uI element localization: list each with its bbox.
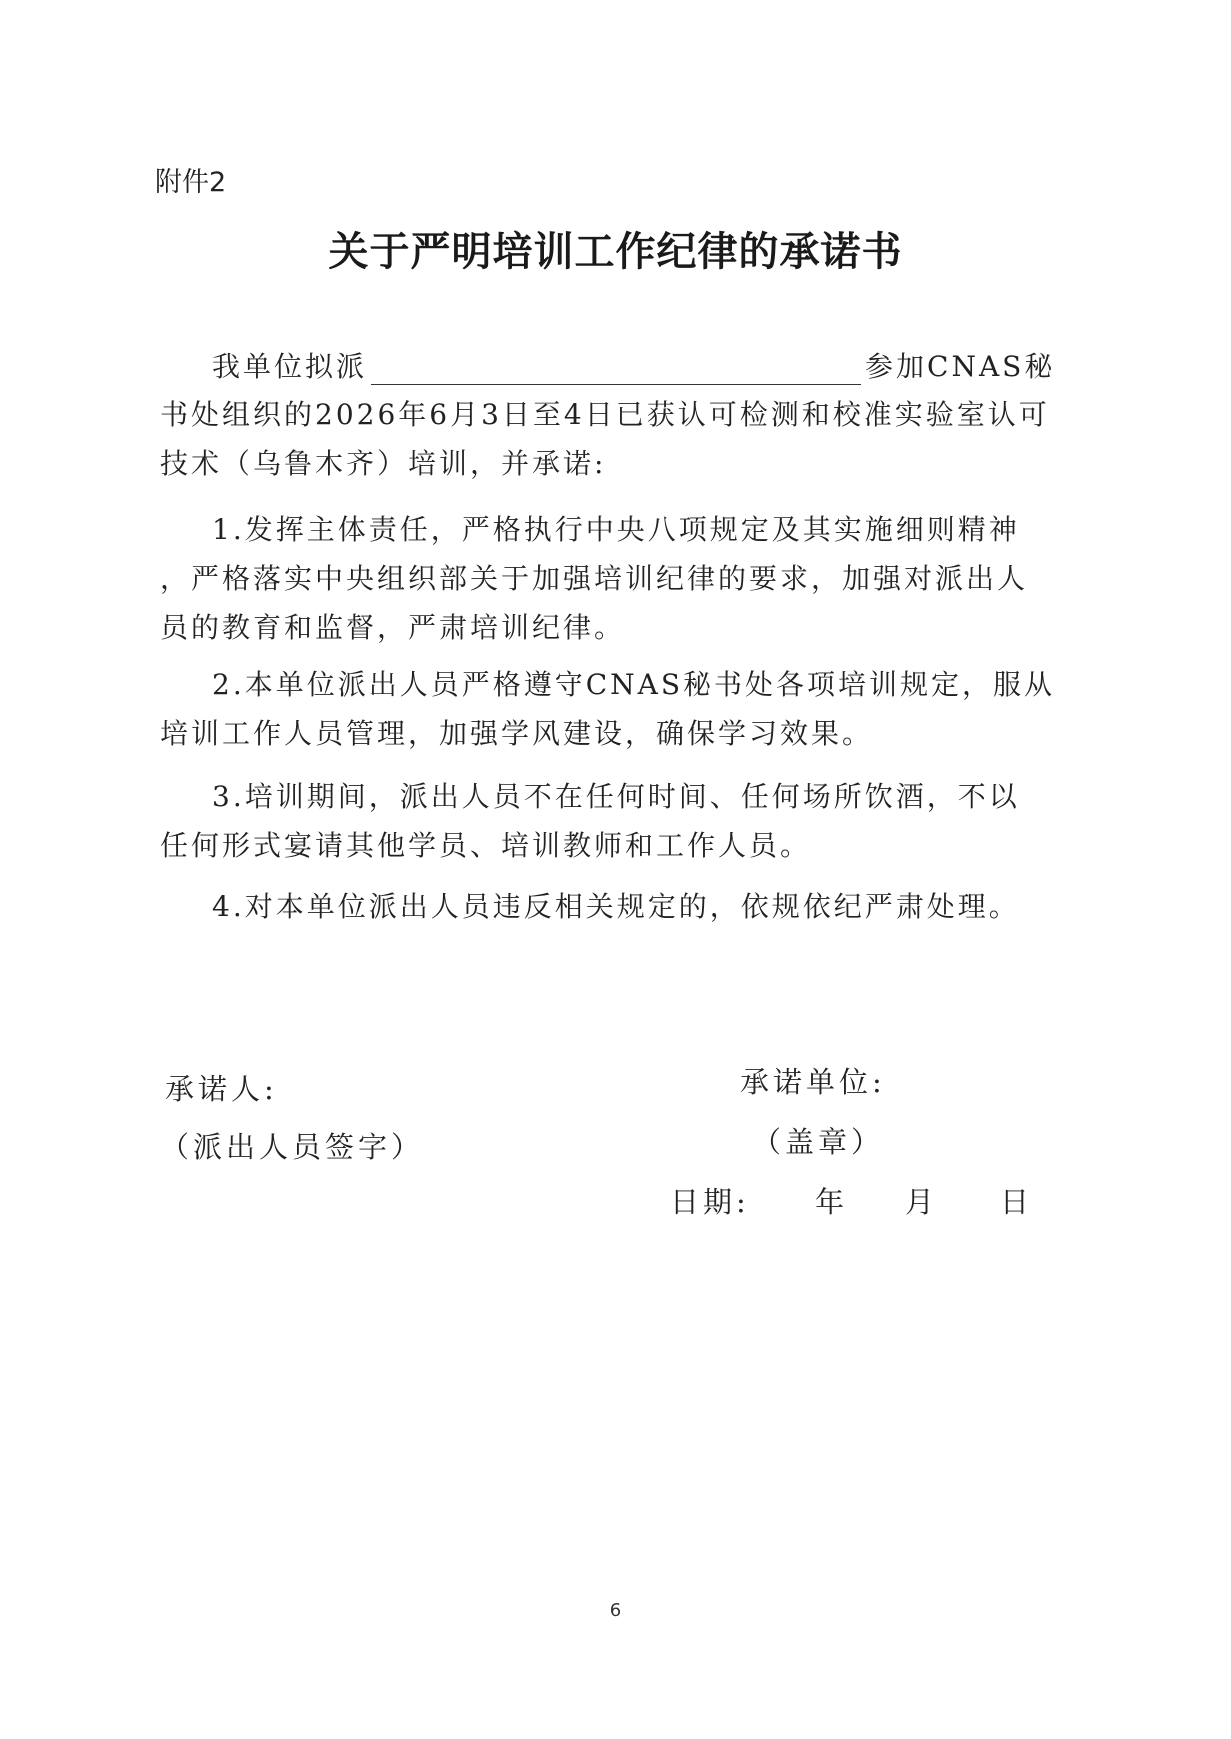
promiser-note: （派出人员签字）	[160, 1130, 425, 1164]
date-day-label: 日	[1000, 1185, 1034, 1219]
item-1-line-1: 1.发挥主体责任，严格执行中央八项规定及其实施细则精神	[212, 513, 1020, 546]
intro-line-1	[212, 345, 1055, 385]
unit-label: 承诺单位:	[740, 1065, 886, 1099]
name-fill-blank[interactable]	[371, 354, 861, 385]
attachment-label: 附件2	[155, 167, 227, 198]
item-2-line-2: 培训工作人员管理，加强学风建设，确保学习效果。	[160, 717, 874, 750]
date-label: 日期:	[670, 1185, 750, 1219]
intro-text-after-blank: 参加CNAS秘	[865, 350, 1056, 383]
item-1-line-2: ，严格落实中央组织部关于加强培训纪律的要求，加强对派出人	[160, 562, 1029, 595]
item-2-line-1: 2.本单位派出人员严格遵守CNAS秘书处各项培训规定，服从	[212, 668, 1056, 701]
intro-line-3: 技术（乌鲁木齐）培训，并承诺:	[160, 447, 607, 480]
promiser-label: 承诺人:	[165, 1072, 278, 1106]
intro-text-before-blank: 我单位拟派	[212, 350, 368, 383]
item-3-line-2: 任何形式宴请其他学员、培训教师和工作人员。	[160, 829, 812, 862]
item-4-line-1: 4.对本单位派出人员违反相关规定的，依规依纪严肃处理。	[212, 890, 1020, 923]
date-month-label: 月	[905, 1185, 939, 1219]
document-title: 关于严明培训工作纪律的承诺书	[328, 228, 903, 275]
unit-note: （盖章）	[752, 1125, 885, 1159]
date-year-label: 年	[815, 1185, 849, 1219]
item-1-line-3: 员的教育和监督，严肃培训纪律。	[160, 611, 626, 644]
page-number: 6	[609, 1600, 622, 1621]
intro-line-2: 书处组织的2026年6月3日至4日已获认可检测和校准实验室认可	[160, 398, 1050, 431]
item-3-line-1: 3.培训期间，派出人员不在任何时间、任何场所饮酒，不以	[212, 780, 1020, 813]
